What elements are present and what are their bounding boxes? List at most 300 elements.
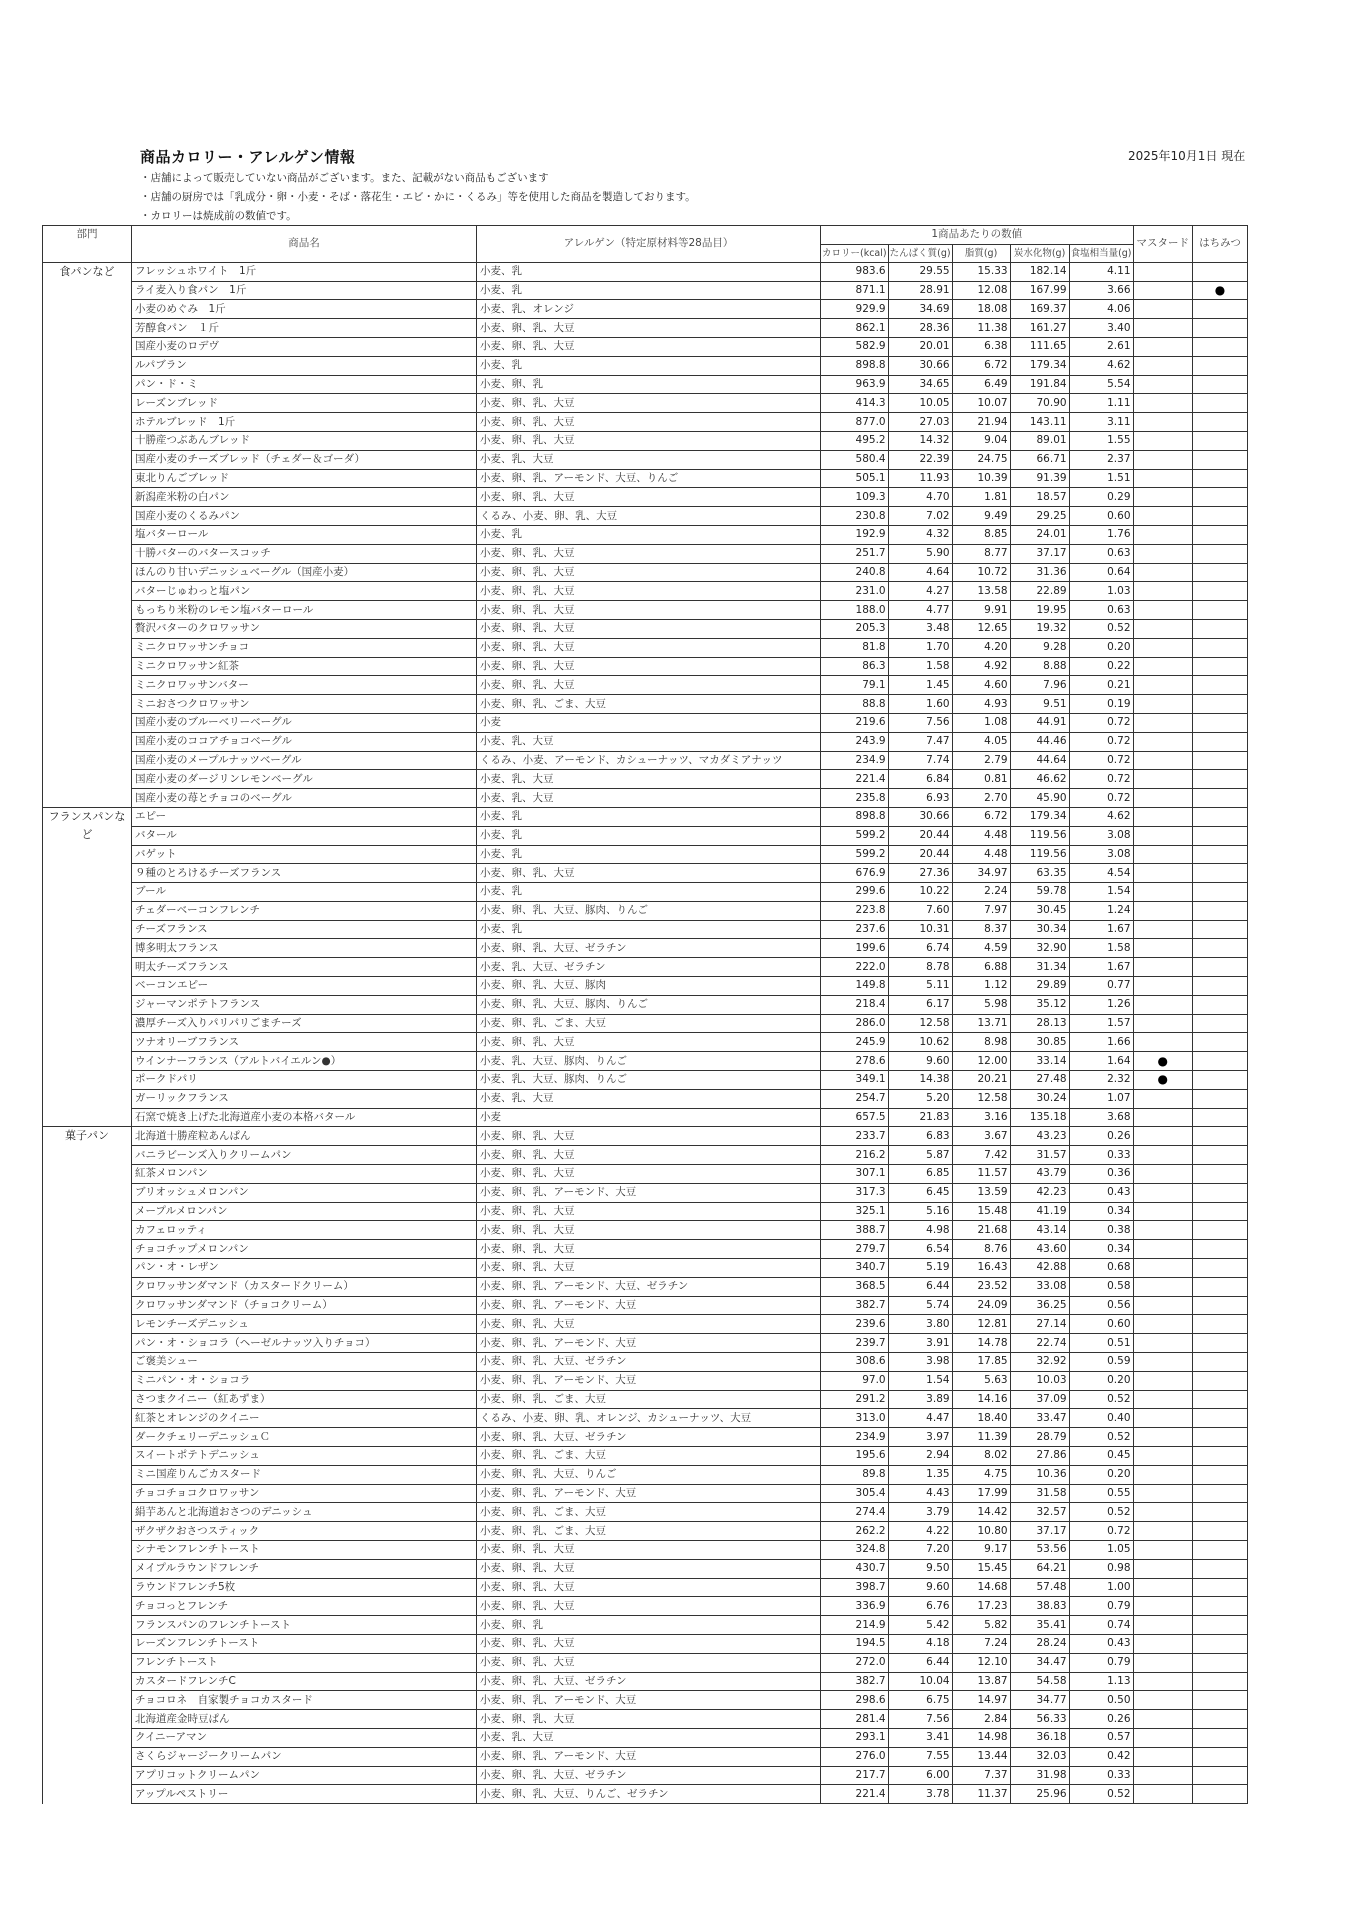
- carbohydrate-g: 169.37: [1010, 300, 1069, 319]
- allergens: 小麦、卵、乳、大豆、ゼラチン: [477, 1428, 821, 1447]
- table-row: [43, 1672, 1248, 1691]
- fat-g: 23.52: [952, 1277, 1010, 1296]
- table-row: [43, 1390, 1248, 1409]
- table-row: [43, 1578, 1248, 1597]
- allergens: 小麦、卵、乳、大豆: [477, 1240, 821, 1259]
- honey-mark: [1193, 1747, 1248, 1766]
- calories-kcal: 898.8: [821, 356, 889, 375]
- calories-kcal: 862.1: [821, 319, 889, 338]
- product-name: 博多明太フランス: [132, 939, 477, 958]
- fat-g: 9.49: [952, 507, 1010, 526]
- table-row: [43, 1165, 1248, 1184]
- carbohydrate-g: 19.95: [1010, 601, 1069, 620]
- mustard-mark: [1133, 619, 1193, 638]
- calories-kcal: 368.5: [821, 1277, 889, 1296]
- mustard-mark: [1133, 1089, 1193, 1108]
- table-row: [43, 1259, 1248, 1278]
- mustard-mark: [1133, 751, 1193, 770]
- honey-mark: [1193, 1616, 1248, 1635]
- fat-g: 12.58: [952, 1089, 1010, 1108]
- salt-equivalent-g: 0.64: [1069, 563, 1133, 582]
- product-name: フレッシュホワイト 1斤: [132, 262, 477, 281]
- col-header-carb: 炭水化物(g): [1010, 244, 1069, 262]
- fat-g: 17.99: [952, 1484, 1010, 1503]
- table-row: [43, 1277, 1248, 1296]
- mustard-mark: [1133, 1277, 1193, 1296]
- mustard-mark: [1133, 1747, 1193, 1766]
- fat-g: 6.88: [952, 958, 1010, 977]
- carbohydrate-g: 33.47: [1010, 1409, 1069, 1428]
- calories-kcal: 222.0: [821, 958, 889, 977]
- calories-kcal: 205.3: [821, 619, 889, 638]
- mustard-mark: [1133, 807, 1193, 826]
- allergens: 小麦、卵、乳、アーモンド、大豆: [477, 1747, 821, 1766]
- allergens: 小麦、卵、乳、大豆: [477, 1146, 821, 1165]
- salt-equivalent-g: 0.33: [1069, 1146, 1133, 1165]
- table-row: [43, 1315, 1248, 1334]
- fat-g: 8.77: [952, 544, 1010, 563]
- carbohydrate-g: 32.92: [1010, 1353, 1069, 1372]
- protein-g: 34.69: [888, 300, 952, 319]
- honey-mark: [1193, 1540, 1248, 1559]
- salt-equivalent-g: 0.22: [1069, 657, 1133, 676]
- protein-g: 5.11: [888, 977, 952, 996]
- protein-g: 5.20: [888, 1089, 952, 1108]
- product-name: ラウンドフレンチ5枚: [132, 1578, 477, 1597]
- table-row: [43, 469, 1248, 488]
- calories-kcal: 243.9: [821, 732, 889, 751]
- product-name: 国産小麦のくるみパン: [132, 507, 477, 526]
- mustard-mark: [1133, 1108, 1193, 1127]
- mustard-mark: [1133, 413, 1193, 432]
- fat-g: 8.98: [952, 1033, 1010, 1052]
- allergens: 小麦、卵、乳、大豆: [477, 319, 821, 338]
- col-header-product: 商品名: [132, 226, 477, 263]
- carbohydrate-g: 25.96: [1010, 1785, 1069, 1804]
- honey-mark: [1193, 488, 1248, 507]
- mustard-mark: [1133, 1146, 1193, 1165]
- calories-kcal: 89.8: [821, 1465, 889, 1484]
- mustard-mark: [1133, 356, 1193, 375]
- calories-kcal: 305.4: [821, 1484, 889, 1503]
- calories-kcal: 194.5: [821, 1634, 889, 1653]
- salt-equivalent-g: 1.57: [1069, 1014, 1133, 1033]
- honey-mark: [1193, 1146, 1248, 1165]
- protein-g: 14.38: [888, 1071, 952, 1090]
- table-row: [43, 1484, 1248, 1503]
- mustard-mark: ●: [1133, 1052, 1193, 1071]
- calories-kcal: 240.8: [821, 563, 889, 582]
- product-name: アップルペストリー: [132, 1785, 477, 1804]
- allergens: 小麦、卵、乳、大豆: [477, 1315, 821, 1334]
- carbohydrate-g: 22.89: [1010, 582, 1069, 601]
- calories-kcal: 188.0: [821, 601, 889, 620]
- product-name: さつまクイニー（紅あずま）: [132, 1390, 477, 1409]
- fat-g: 18.08: [952, 300, 1010, 319]
- note-store-availability: ・店舗によって販売していない商品がございます。また、記載がない商品もございます: [140, 172, 549, 184]
- product-name: ご褒美シュー: [132, 1353, 477, 1372]
- calories-kcal: 192.9: [821, 525, 889, 544]
- mustard-mark: [1133, 1353, 1193, 1372]
- salt-equivalent-g: 0.45: [1069, 1447, 1133, 1466]
- mustard-mark: [1133, 1334, 1193, 1353]
- mustard-mark: [1133, 1728, 1193, 1747]
- fat-g: 4.48: [952, 826, 1010, 845]
- carbohydrate-g: 36.25: [1010, 1296, 1069, 1315]
- department-cell: 菓子パン: [43, 1127, 132, 1804]
- table-row: [43, 1503, 1248, 1522]
- protein-g: 4.77: [888, 601, 952, 620]
- protein-g: 6.54: [888, 1240, 952, 1259]
- calories-kcal: 281.4: [821, 1710, 889, 1729]
- allergens: 小麦、卵、乳、大豆、ゼラチン: [477, 939, 821, 958]
- protein-g: 7.47: [888, 732, 952, 751]
- product-name: スイートポテトデニッシュ: [132, 1447, 477, 1466]
- fat-g: 7.24: [952, 1634, 1010, 1653]
- table-row: [43, 394, 1248, 413]
- fat-g: 5.63: [952, 1371, 1010, 1390]
- fat-g: 14.42: [952, 1503, 1010, 1522]
- honey-mark: [1193, 394, 1248, 413]
- fat-g: 13.71: [952, 1014, 1010, 1033]
- calories-kcal: 278.6: [821, 1052, 889, 1071]
- honey-mark: [1193, 262, 1248, 281]
- mustard-mark: [1133, 695, 1193, 714]
- allergens: 小麦、卵、乳、大豆: [477, 1653, 821, 1672]
- salt-equivalent-g: 3.68: [1069, 1108, 1133, 1127]
- calories-kcal: 317.3: [821, 1183, 889, 1202]
- product-name: ミニおさつクロワッサン: [132, 695, 477, 714]
- honey-mark: [1193, 695, 1248, 714]
- mustard-mark: [1133, 1559, 1193, 1578]
- salt-equivalent-g: 0.29: [1069, 488, 1133, 507]
- salt-equivalent-g: 4.62: [1069, 807, 1133, 826]
- carbohydrate-g: 35.41: [1010, 1616, 1069, 1635]
- carbohydrate-g: 38.83: [1010, 1597, 1069, 1616]
- honey-mark: [1193, 1710, 1248, 1729]
- table-row: [43, 1371, 1248, 1390]
- calories-kcal: 274.4: [821, 1503, 889, 1522]
- carbohydrate-g: 9.28: [1010, 638, 1069, 657]
- carbohydrate-g: 31.36: [1010, 563, 1069, 582]
- allergens: 小麦、卵、乳、大豆: [477, 488, 821, 507]
- honey-mark: [1193, 601, 1248, 620]
- calories-kcal: 398.7: [821, 1578, 889, 1597]
- table-row: [43, 995, 1248, 1014]
- fat-g: 11.57: [952, 1165, 1010, 1184]
- product-name: クロワッサンダマンド（カスタードクリーム）: [132, 1277, 477, 1296]
- salt-equivalent-g: 3.11: [1069, 413, 1133, 432]
- protein-g: 6.44: [888, 1653, 952, 1672]
- mustard-mark: [1133, 469, 1193, 488]
- mustard-mark: [1133, 1691, 1193, 1710]
- protein-g: 3.91: [888, 1334, 952, 1353]
- mustard-mark: [1133, 1014, 1193, 1033]
- honey-mark: [1193, 958, 1248, 977]
- col-header-honey: はちみつ: [1193, 226, 1248, 263]
- carbohydrate-g: 10.03: [1010, 1371, 1069, 1390]
- carbohydrate-g: 28.79: [1010, 1428, 1069, 1447]
- fat-g: 7.42: [952, 1146, 1010, 1165]
- protein-g: 9.60: [888, 1052, 952, 1071]
- calories-kcal: 963.9: [821, 375, 889, 394]
- product-name: ブリオッシュメロンパン: [132, 1183, 477, 1202]
- salt-equivalent-g: 0.58: [1069, 1277, 1133, 1296]
- table-row: [43, 1559, 1248, 1578]
- salt-equivalent-g: 0.51: [1069, 1334, 1133, 1353]
- product-name: ウインナーフランス（アルトバイエルン●）: [132, 1052, 477, 1071]
- salt-equivalent-g: 0.72: [1069, 789, 1133, 808]
- salt-equivalent-g: 0.34: [1069, 1240, 1133, 1259]
- allergens: 小麦、乳: [477, 845, 821, 864]
- protein-g: 4.43: [888, 1484, 952, 1503]
- product-name: ほんのり甘いデニッシュベーグル（国産小麦）: [132, 563, 477, 582]
- allergens: 小麦、卵、乳: [477, 1616, 821, 1635]
- protein-g: 5.42: [888, 1616, 952, 1635]
- allergens: 小麦、卵、乳、大豆: [477, 1634, 821, 1653]
- protein-g: 10.62: [888, 1033, 952, 1052]
- honey-mark: [1193, 1691, 1248, 1710]
- table-row: [43, 1409, 1248, 1428]
- allergens: 小麦、乳: [477, 826, 821, 845]
- carbohydrate-g: 46.62: [1010, 770, 1069, 789]
- carbohydrate-g: 37.09: [1010, 1390, 1069, 1409]
- table-row: [43, 789, 1248, 808]
- product-name: チーズフランス: [132, 920, 477, 939]
- calories-kcal: 336.9: [821, 1597, 889, 1616]
- fat-g: 10.72: [952, 563, 1010, 582]
- honey-mark: [1193, 1071, 1248, 1090]
- calories-kcal: 237.6: [821, 920, 889, 939]
- product-name: 贅沢バターのクロワッサン: [132, 619, 477, 638]
- calories-kcal: 221.4: [821, 770, 889, 789]
- honey-mark: [1193, 1728, 1248, 1747]
- product-name: ルパブラン: [132, 356, 477, 375]
- salt-equivalent-g: 3.40: [1069, 319, 1133, 338]
- honey-mark: [1193, 1183, 1248, 1202]
- allergens: 小麦、乳、大豆: [477, 1728, 821, 1747]
- honey-mark: [1193, 807, 1248, 826]
- allergens: 小麦、卵、乳、大豆: [477, 1221, 821, 1240]
- allergens: 小麦、乳: [477, 356, 821, 375]
- salt-equivalent-g: 0.74: [1069, 1616, 1133, 1635]
- calories-kcal: 983.6: [821, 262, 889, 281]
- allergens: 小麦、卵、乳、大豆: [477, 1165, 821, 1184]
- col-header-fat: 脂質(g): [952, 244, 1010, 262]
- carbohydrate-g: 22.74: [1010, 1334, 1069, 1353]
- allergens: 小麦、卵、乳、大豆: [477, 431, 821, 450]
- protein-g: 3.80: [888, 1315, 952, 1334]
- calories-kcal: 676.9: [821, 864, 889, 883]
- mustard-mark: [1133, 770, 1193, 789]
- salt-equivalent-g: 1.05: [1069, 1540, 1133, 1559]
- carbohydrate-g: 37.17: [1010, 544, 1069, 563]
- fat-g: 12.81: [952, 1315, 1010, 1334]
- honey-mark: [1193, 1296, 1248, 1315]
- honey-mark: [1193, 732, 1248, 751]
- table-row: [43, 431, 1248, 450]
- fat-g: 4.75: [952, 1465, 1010, 1484]
- calories-kcal: 293.1: [821, 1728, 889, 1747]
- product-name: レーズンブレッド: [132, 394, 477, 413]
- salt-equivalent-g: 4.11: [1069, 262, 1133, 281]
- fat-g: 13.87: [952, 1672, 1010, 1691]
- protein-g: 6.44: [888, 1277, 952, 1296]
- col-header-protein: たんぱく質(g): [888, 244, 952, 262]
- mustard-mark: [1133, 995, 1193, 1014]
- fat-g: 6.72: [952, 807, 1010, 826]
- table-row: [43, 807, 1248, 826]
- allergens: 小麦、卵、乳、大豆: [477, 676, 821, 695]
- salt-equivalent-g: 0.63: [1069, 601, 1133, 620]
- fat-g: 14.68: [952, 1578, 1010, 1597]
- mustard-mark: [1133, 883, 1193, 902]
- honey-mark: [1193, 413, 1248, 432]
- allergens: 小麦、卵、乳、大豆、豚肉: [477, 977, 821, 996]
- calories-kcal: 599.2: [821, 845, 889, 864]
- product-name: チョコロネ 自家製チョコカスタード: [132, 1691, 477, 1710]
- col-header-allergen: アレルゲン（特定原材料等28品目）: [477, 226, 821, 263]
- calories-kcal: 430.7: [821, 1559, 889, 1578]
- product-name: アプリコットクリームパン: [132, 1766, 477, 1785]
- salt-equivalent-g: 4.54: [1069, 864, 1133, 883]
- calories-kcal: 286.0: [821, 1014, 889, 1033]
- allergens: 小麦、卵、乳、大豆、豚肉、りんご: [477, 901, 821, 920]
- honey-mark: [1193, 507, 1248, 526]
- product-name: ベーコンエピー: [132, 977, 477, 996]
- carbohydrate-g: 27.86: [1010, 1447, 1069, 1466]
- fat-g: 15.48: [952, 1202, 1010, 1221]
- allergens: 小麦、卵、乳、アーモンド、大豆、ゼラチン: [477, 1277, 821, 1296]
- protein-g: 3.89: [888, 1390, 952, 1409]
- calories-kcal: 877.0: [821, 413, 889, 432]
- table-row: [43, 544, 1248, 563]
- product-name: 濃厚チーズ入りパリパリごまチーズ: [132, 1014, 477, 1033]
- fat-g: 14.98: [952, 1728, 1010, 1747]
- carbohydrate-g: 42.23: [1010, 1183, 1069, 1202]
- mustard-mark: ●: [1133, 1071, 1193, 1090]
- carbohydrate-g: 37.17: [1010, 1522, 1069, 1541]
- salt-equivalent-g: 5.54: [1069, 375, 1133, 394]
- calories-kcal: 97.0: [821, 1371, 889, 1390]
- carbohydrate-g: 30.24: [1010, 1089, 1069, 1108]
- carbohydrate-g: 89.01: [1010, 431, 1069, 450]
- honey-mark: [1193, 1766, 1248, 1785]
- table-row: [43, 695, 1248, 714]
- mustard-mark: [1133, 1634, 1193, 1653]
- product-name: 新潟産米粉の白パン: [132, 488, 477, 507]
- protein-g: 6.17: [888, 995, 952, 1014]
- honey-mark: [1193, 563, 1248, 582]
- allergens: 小麦、乳、大豆、ゼラチン: [477, 958, 821, 977]
- as-of-date: 2025年10月1日 現在: [1128, 149, 1246, 163]
- salt-equivalent-g: 0.40: [1069, 1409, 1133, 1428]
- calories-kcal: 291.2: [821, 1390, 889, 1409]
- calories-kcal: 307.1: [821, 1165, 889, 1184]
- salt-equivalent-g: 3.08: [1069, 845, 1133, 864]
- carbohydrate-g: 33.08: [1010, 1277, 1069, 1296]
- honey-mark: [1193, 337, 1248, 356]
- fat-g: 8.02: [952, 1447, 1010, 1466]
- protein-g: 28.91: [888, 281, 952, 300]
- product-name: バゲット: [132, 845, 477, 864]
- calories-kcal: 657.5: [821, 1108, 889, 1127]
- protein-g: 1.60: [888, 695, 952, 714]
- honey-mark: [1193, 713, 1248, 732]
- fat-g: 1.81: [952, 488, 1010, 507]
- product-name: もっちり米粉のレモン塩バターロール: [132, 601, 477, 620]
- calories-kcal: 231.0: [821, 582, 889, 601]
- honey-mark: [1193, 1634, 1248, 1653]
- carbohydrate-g: 7.96: [1010, 676, 1069, 695]
- calories-kcal: 239.6: [821, 1315, 889, 1334]
- calories-kcal: 871.1: [821, 281, 889, 300]
- allergens: 小麦、卵、乳、大豆: [477, 638, 821, 657]
- table-row: [43, 1052, 1248, 1071]
- carbohydrate-g: 31.98: [1010, 1766, 1069, 1785]
- allergens: 小麦、卵、乳、アーモンド、大豆、りんご: [477, 469, 821, 488]
- mustard-mark: [1133, 1428, 1193, 1447]
- mustard-mark: [1133, 1672, 1193, 1691]
- honey-mark: [1193, 450, 1248, 469]
- protein-g: 6.00: [888, 1766, 952, 1785]
- product-name: バニラビーンズ入りクリームパン: [132, 1146, 477, 1165]
- salt-equivalent-g: 1.26: [1069, 995, 1133, 1014]
- allergens: くるみ、小麦、卵、乳、オレンジ、カシューナッツ、大豆: [477, 1409, 821, 1428]
- honey-mark: [1193, 1259, 1248, 1278]
- fat-g: 10.39: [952, 469, 1010, 488]
- allergens: 小麦、卵、乳、大豆、豚肉、りんご: [477, 995, 821, 1014]
- honey-mark: [1193, 1240, 1248, 1259]
- fat-g: 3.16: [952, 1108, 1010, 1127]
- salt-equivalent-g: 1.00: [1069, 1578, 1133, 1597]
- calories-kcal: 217.7: [821, 1766, 889, 1785]
- fat-g: 24.09: [952, 1296, 1010, 1315]
- salt-equivalent-g: 0.55: [1069, 1484, 1133, 1503]
- mustard-mark: [1133, 638, 1193, 657]
- protein-g: 1.70: [888, 638, 952, 657]
- salt-equivalent-g: 1.51: [1069, 469, 1133, 488]
- fat-g: 4.92: [952, 657, 1010, 676]
- calories-kcal: 219.6: [821, 713, 889, 732]
- table-row: [43, 883, 1248, 902]
- product-name: ザクザクおさつスティック: [132, 1522, 477, 1541]
- allergens: 小麦、卵、乳、アーモンド、大豆: [477, 1183, 821, 1202]
- protein-g: 6.93: [888, 789, 952, 808]
- salt-equivalent-g: 0.20: [1069, 1371, 1133, 1390]
- calories-kcal: 929.9: [821, 300, 889, 319]
- allergens: 小麦、卵、乳、ごま、大豆: [477, 1447, 821, 1466]
- carbohydrate-g: 42.88: [1010, 1259, 1069, 1278]
- mustard-mark: [1133, 1390, 1193, 1409]
- protein-g: 7.55: [888, 1747, 952, 1766]
- honey-mark: [1193, 638, 1248, 657]
- table-row: [43, 1146, 1248, 1165]
- honey-mark: [1193, 1315, 1248, 1334]
- table-row: [43, 1089, 1248, 1108]
- col-header-salt: 食塩相当量(g): [1069, 244, 1133, 262]
- product-name: 国産小麦のメープルナッツベーグル: [132, 751, 477, 770]
- honey-mark: [1193, 1033, 1248, 1052]
- table-row: [43, 864, 1248, 883]
- salt-equivalent-g: 0.43: [1069, 1634, 1133, 1653]
- allergens: 小麦、卵、乳、大豆: [477, 1559, 821, 1578]
- salt-equivalent-g: 1.58: [1069, 939, 1133, 958]
- calories-kcal: 308.6: [821, 1353, 889, 1372]
- salt-equivalent-g: 1.13: [1069, 1672, 1133, 1691]
- product-name: チョコっとフレンチ: [132, 1597, 477, 1616]
- product-name: 紅茶とオレンジのクイニー: [132, 1409, 477, 1428]
